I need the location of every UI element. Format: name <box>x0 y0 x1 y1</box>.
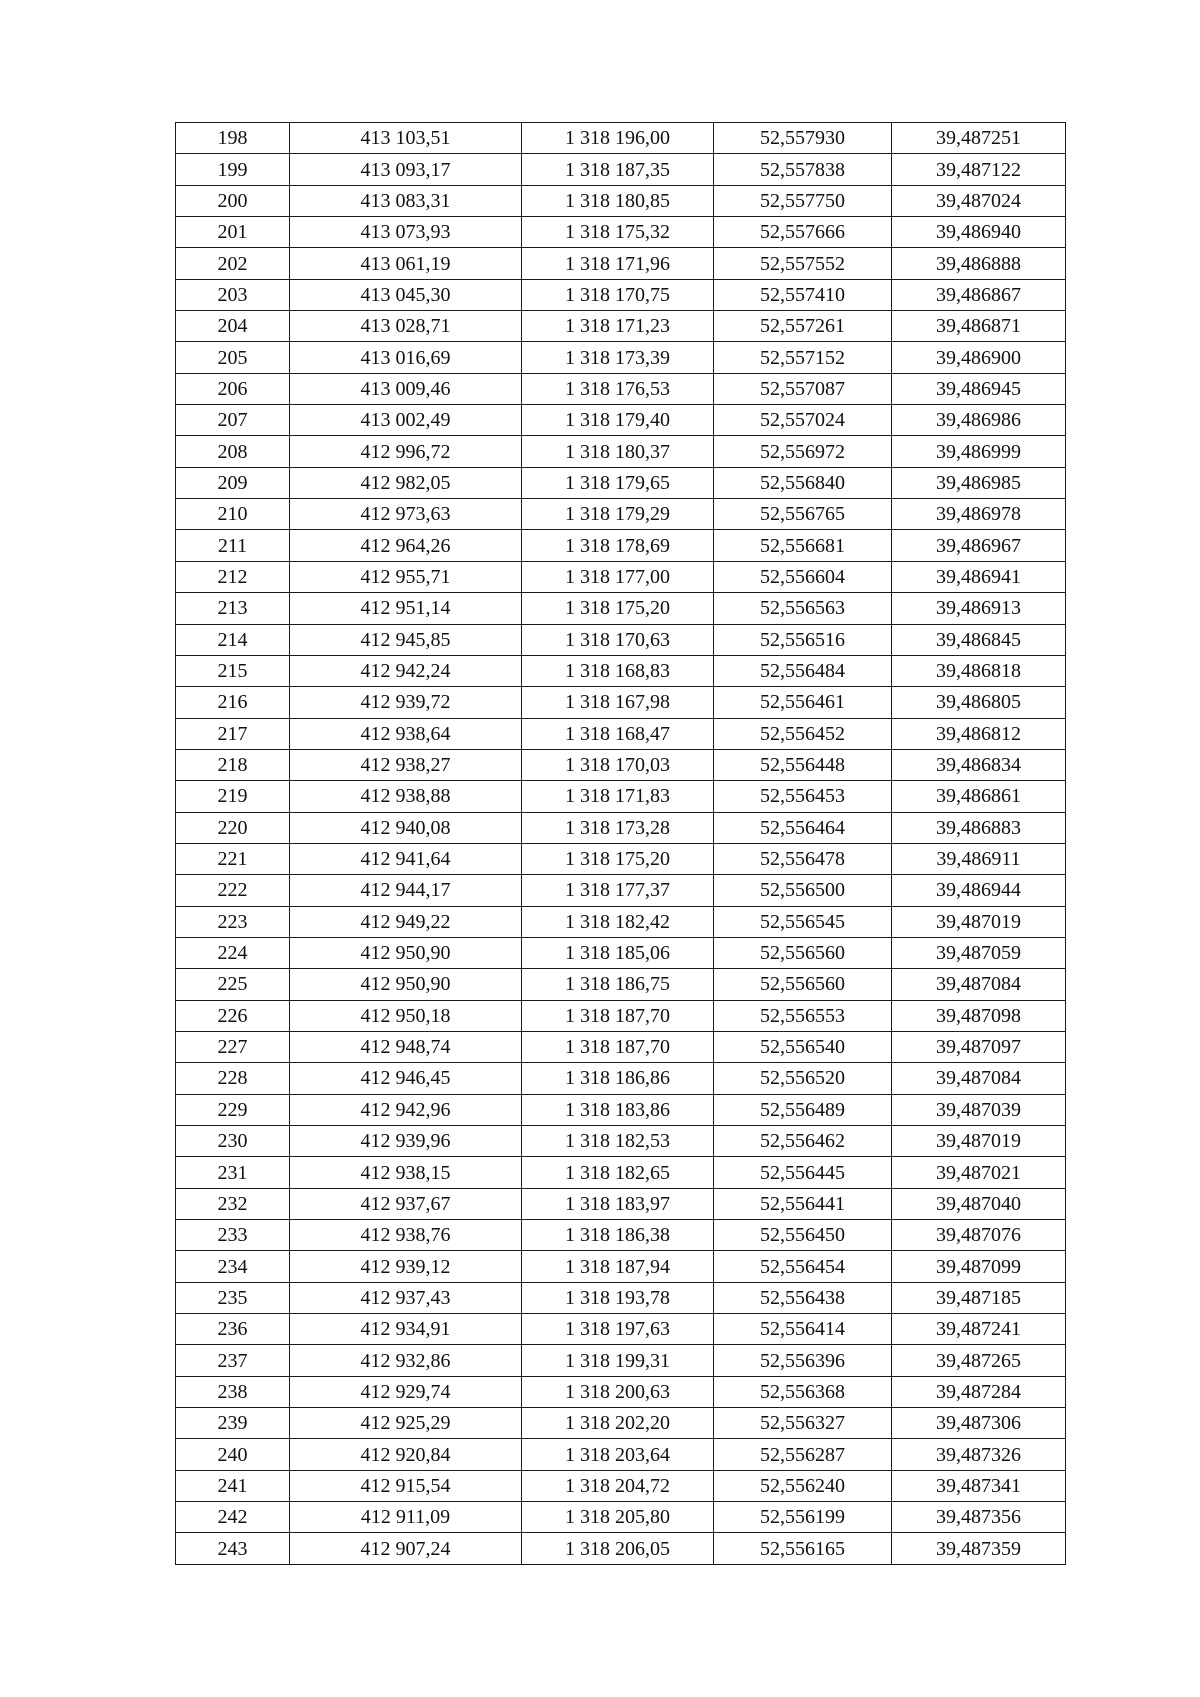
x-coordinate-cell: 412 937,43 <box>290 1282 522 1313</box>
table-row <box>176 781 1066 812</box>
latitude-cell: 52,557087 <box>714 373 892 404</box>
table-row <box>176 749 1066 780</box>
longitude-cell: 39,487326 <box>892 1439 1066 1470</box>
y-coordinate-cell: 1 318 187,35 <box>522 154 714 185</box>
point-number-cell: 235 <box>176 1282 290 1313</box>
y-coordinate-cell: 1 318 175,20 <box>522 843 714 874</box>
longitude-cell: 39,487039 <box>892 1094 1066 1125</box>
y-coordinate-cell: 1 318 170,75 <box>522 279 714 310</box>
x-coordinate-cell: 413 093,17 <box>290 154 522 185</box>
table-row <box>176 373 1066 404</box>
x-coordinate-cell: 412 911,09 <box>290 1502 522 1533</box>
x-coordinate-cell: 412 950,90 <box>290 937 522 968</box>
x-coordinate-cell: 412 907,24 <box>290 1533 522 1564</box>
point-number-cell: 225 <box>176 969 290 1000</box>
y-coordinate-cell: 1 318 193,78 <box>522 1282 714 1313</box>
latitude-cell: 52,557024 <box>714 405 892 436</box>
y-coordinate-cell: 1 318 199,31 <box>522 1345 714 1376</box>
x-coordinate-cell: 412 940,08 <box>290 812 522 843</box>
y-coordinate-cell: 1 318 177,00 <box>522 561 714 592</box>
table-row <box>176 718 1066 749</box>
latitude-cell: 52,556452 <box>714 718 892 749</box>
point-number-cell: 218 <box>176 749 290 780</box>
y-coordinate-cell: 1 318 179,65 <box>522 467 714 498</box>
y-coordinate-cell: 1 318 173,39 <box>522 342 714 373</box>
latitude-cell: 52,556765 <box>714 499 892 530</box>
latitude-cell: 52,556520 <box>714 1063 892 1094</box>
point-number-cell: 203 <box>176 279 290 310</box>
x-coordinate-cell: 412 964,26 <box>290 530 522 561</box>
y-coordinate-cell: 1 318 170,03 <box>522 749 714 780</box>
x-coordinate-cell: 412 939,72 <box>290 687 522 718</box>
table-row <box>176 1157 1066 1188</box>
latitude-cell: 52,556563 <box>714 593 892 624</box>
y-coordinate-cell: 1 318 187,70 <box>522 1000 714 1031</box>
y-coordinate-cell: 1 318 203,64 <box>522 1439 714 1470</box>
point-number-cell: 236 <box>176 1314 290 1345</box>
longitude-cell: 39,487099 <box>892 1251 1066 1282</box>
y-coordinate-cell: 1 318 206,05 <box>522 1533 714 1564</box>
latitude-cell: 52,556287 <box>714 1439 892 1470</box>
y-coordinate-cell: 1 318 171,23 <box>522 311 714 342</box>
y-coordinate-cell: 1 318 183,86 <box>522 1094 714 1125</box>
y-coordinate-cell: 1 318 176,53 <box>522 373 714 404</box>
table-row <box>176 875 1066 906</box>
point-number-cell: 216 <box>176 687 290 718</box>
latitude-cell: 52,556478 <box>714 843 892 874</box>
table-row <box>176 1188 1066 1219</box>
x-coordinate-cell: 413 009,46 <box>290 373 522 404</box>
latitude-cell: 52,556540 <box>714 1031 892 1062</box>
x-coordinate-cell: 412 949,22 <box>290 906 522 937</box>
y-coordinate-cell: 1 318 179,40 <box>522 405 714 436</box>
y-coordinate-cell: 1 318 197,63 <box>522 1314 714 1345</box>
latitude-cell: 52,556464 <box>714 812 892 843</box>
point-number-cell: 220 <box>176 812 290 843</box>
point-number-cell: 222 <box>176 875 290 906</box>
table-row <box>176 1126 1066 1157</box>
x-coordinate-cell: 412 938,27 <box>290 749 522 780</box>
latitude-cell: 52,557152 <box>714 342 892 373</box>
point-number-cell: 211 <box>176 530 290 561</box>
longitude-cell: 39,487097 <box>892 1031 1066 1062</box>
longitude-cell: 39,486845 <box>892 624 1066 655</box>
longitude-cell: 39,486861 <box>892 781 1066 812</box>
longitude-cell: 39,487241 <box>892 1314 1066 1345</box>
point-number-cell: 208 <box>176 436 290 467</box>
x-coordinate-cell: 412 929,74 <box>290 1376 522 1407</box>
table-row <box>176 1408 1066 1439</box>
y-coordinate-cell: 1 318 178,69 <box>522 530 714 561</box>
latitude-cell: 52,556840 <box>714 467 892 498</box>
latitude-cell: 52,556500 <box>714 875 892 906</box>
y-coordinate-cell: 1 318 180,37 <box>522 436 714 467</box>
x-coordinate-cell: 413 016,69 <box>290 342 522 373</box>
latitude-cell: 52,556414 <box>714 1314 892 1345</box>
table-row <box>176 1439 1066 1470</box>
point-number-cell: 207 <box>176 405 290 436</box>
y-coordinate-cell: 1 318 187,70 <box>522 1031 714 1062</box>
longitude-cell: 39,486818 <box>892 655 1066 686</box>
y-coordinate-cell: 1 318 179,29 <box>522 499 714 530</box>
table-row <box>176 279 1066 310</box>
longitude-cell: 39,487185 <box>892 1282 1066 1313</box>
latitude-cell: 52,556489 <box>714 1094 892 1125</box>
table-row <box>176 624 1066 655</box>
longitude-cell: 39,487098 <box>892 1000 1066 1031</box>
table-row <box>176 843 1066 874</box>
table-row <box>176 1000 1066 1031</box>
table-row <box>176 1470 1066 1501</box>
table-row <box>176 217 1066 248</box>
x-coordinate-cell: 412 915,54 <box>290 1470 522 1501</box>
latitude-cell: 52,556438 <box>714 1282 892 1313</box>
table-row <box>176 593 1066 624</box>
y-coordinate-cell: 1 318 185,06 <box>522 937 714 968</box>
x-coordinate-cell: 412 938,64 <box>290 718 522 749</box>
y-coordinate-cell: 1 318 196,00 <box>522 123 714 154</box>
table-row <box>176 969 1066 1000</box>
latitude-cell: 52,556560 <box>714 969 892 1000</box>
y-coordinate-cell: 1 318 175,32 <box>522 217 714 248</box>
latitude-cell: 52,556368 <box>714 1376 892 1407</box>
point-number-cell: 230 <box>176 1126 290 1157</box>
point-number-cell: 201 <box>176 217 290 248</box>
longitude-cell: 39,486999 <box>892 436 1066 467</box>
longitude-cell: 39,486986 <box>892 405 1066 436</box>
latitude-cell: 52,557552 <box>714 248 892 279</box>
longitude-cell: 39,487284 <box>892 1376 1066 1407</box>
longitude-cell: 39,487341 <box>892 1470 1066 1501</box>
x-coordinate-cell: 413 103,51 <box>290 123 522 154</box>
x-coordinate-cell: 413 073,93 <box>290 217 522 248</box>
longitude-cell: 39,487059 <box>892 937 1066 968</box>
y-coordinate-cell: 1 318 182,65 <box>522 1157 714 1188</box>
point-number-cell: 217 <box>176 718 290 749</box>
x-coordinate-cell: 412 925,29 <box>290 1408 522 1439</box>
x-coordinate-cell: 412 934,91 <box>290 1314 522 1345</box>
point-number-cell: 234 <box>176 1251 290 1282</box>
longitude-cell: 39,487359 <box>892 1533 1066 1564</box>
coordinate-table <box>175 122 1066 1565</box>
table-row <box>176 248 1066 279</box>
latitude-cell: 52,556604 <box>714 561 892 592</box>
latitude-cell: 52,556453 <box>714 781 892 812</box>
table-row <box>176 937 1066 968</box>
table-row <box>176 185 1066 216</box>
y-coordinate-cell: 1 318 180,85 <box>522 185 714 216</box>
table-row <box>176 655 1066 686</box>
table-row <box>176 1094 1066 1125</box>
point-number-cell: 209 <box>176 467 290 498</box>
table-row <box>176 530 1066 561</box>
longitude-cell: 39,487356 <box>892 1502 1066 1533</box>
latitude-cell: 52,557750 <box>714 185 892 216</box>
point-number-cell: 229 <box>176 1094 290 1125</box>
x-coordinate-cell: 412 938,15 <box>290 1157 522 1188</box>
latitude-cell: 52,557261 <box>714 311 892 342</box>
y-coordinate-cell: 1 318 170,63 <box>522 624 714 655</box>
coordinate-table-body <box>176 123 1066 1565</box>
latitude-cell: 52,556462 <box>714 1126 892 1157</box>
point-number-cell: 231 <box>176 1157 290 1188</box>
latitude-cell: 52,556560 <box>714 937 892 968</box>
longitude-cell: 39,486985 <box>892 467 1066 498</box>
longitude-cell: 39,487306 <box>892 1408 1066 1439</box>
table-row <box>176 1376 1066 1407</box>
longitude-cell: 39,486944 <box>892 875 1066 906</box>
longitude-cell: 39,487019 <box>892 906 1066 937</box>
point-number-cell: 233 <box>176 1220 290 1251</box>
latitude-cell: 52,556553 <box>714 1000 892 1031</box>
latitude-cell: 52,557838 <box>714 154 892 185</box>
latitude-cell: 52,556454 <box>714 1251 892 1282</box>
x-coordinate-cell: 412 941,64 <box>290 843 522 874</box>
longitude-cell: 39,487122 <box>892 154 1066 185</box>
table-row <box>176 561 1066 592</box>
table-row <box>176 342 1066 373</box>
y-coordinate-cell: 1 318 168,47 <box>522 718 714 749</box>
x-coordinate-cell: 412 942,24 <box>290 655 522 686</box>
x-coordinate-cell: 412 951,14 <box>290 593 522 624</box>
point-number-cell: 214 <box>176 624 290 655</box>
latitude-cell: 52,557410 <box>714 279 892 310</box>
table-row <box>176 1282 1066 1313</box>
table-row <box>176 1533 1066 1564</box>
longitude-cell: 39,487084 <box>892 969 1066 1000</box>
x-coordinate-cell: 412 932,86 <box>290 1345 522 1376</box>
y-coordinate-cell: 1 318 167,98 <box>522 687 714 718</box>
latitude-cell: 52,556165 <box>714 1533 892 1564</box>
x-coordinate-cell: 412 937,67 <box>290 1188 522 1219</box>
longitude-cell: 39,487076 <box>892 1220 1066 1251</box>
x-coordinate-cell: 412 942,96 <box>290 1094 522 1125</box>
y-coordinate-cell: 1 318 186,38 <box>522 1220 714 1251</box>
longitude-cell: 39,486945 <box>892 373 1066 404</box>
point-number-cell: 200 <box>176 185 290 216</box>
x-coordinate-cell: 413 061,19 <box>290 248 522 279</box>
point-number-cell: 206 <box>176 373 290 404</box>
point-number-cell: 198 <box>176 123 290 154</box>
table-row <box>176 499 1066 530</box>
table-row <box>176 906 1066 937</box>
table-row <box>176 1031 1066 1062</box>
x-coordinate-cell: 412 939,12 <box>290 1251 522 1282</box>
latitude-cell: 52,556445 <box>714 1157 892 1188</box>
point-number-cell: 213 <box>176 593 290 624</box>
x-coordinate-cell: 412 938,88 <box>290 781 522 812</box>
latitude-cell: 52,556545 <box>714 906 892 937</box>
latitude-cell: 52,557666 <box>714 217 892 248</box>
y-coordinate-cell: 1 318 182,53 <box>522 1126 714 1157</box>
table-row <box>176 405 1066 436</box>
point-number-cell: 215 <box>176 655 290 686</box>
x-coordinate-cell: 413 083,31 <box>290 185 522 216</box>
longitude-cell: 39,486967 <box>892 530 1066 561</box>
table-row <box>176 467 1066 498</box>
x-coordinate-cell: 413 045,30 <box>290 279 522 310</box>
table-row <box>176 154 1066 185</box>
latitude-cell: 52,556240 <box>714 1470 892 1501</box>
longitude-cell: 39,486834 <box>892 749 1066 780</box>
table-row <box>176 1502 1066 1533</box>
point-number-cell: 224 <box>176 937 290 968</box>
point-number-cell: 221 <box>176 843 290 874</box>
latitude-cell: 52,556681 <box>714 530 892 561</box>
latitude-cell: 52,556484 <box>714 655 892 686</box>
table-row <box>176 1063 1066 1094</box>
y-coordinate-cell: 1 318 182,42 <box>522 906 714 937</box>
x-coordinate-cell: 412 982,05 <box>290 467 522 498</box>
y-coordinate-cell: 1 318 175,20 <box>522 593 714 624</box>
x-coordinate-cell: 412 973,63 <box>290 499 522 530</box>
x-coordinate-cell: 412 920,84 <box>290 1439 522 1470</box>
point-number-cell: 243 <box>176 1533 290 1564</box>
latitude-cell: 52,556199 <box>714 1502 892 1533</box>
longitude-cell: 39,486805 <box>892 687 1066 718</box>
point-number-cell: 232 <box>176 1188 290 1219</box>
longitude-cell: 39,486883 <box>892 812 1066 843</box>
point-number-cell: 238 <box>176 1376 290 1407</box>
point-number-cell: 204 <box>176 311 290 342</box>
longitude-cell: 39,486900 <box>892 342 1066 373</box>
x-coordinate-cell: 412 950,18 <box>290 1000 522 1031</box>
point-number-cell: 228 <box>176 1063 290 1094</box>
point-number-cell: 227 <box>176 1031 290 1062</box>
x-coordinate-cell: 413 002,49 <box>290 405 522 436</box>
longitude-cell: 39,486978 <box>892 499 1066 530</box>
x-coordinate-cell: 412 996,72 <box>290 436 522 467</box>
table-row <box>176 311 1066 342</box>
x-coordinate-cell: 412 955,71 <box>290 561 522 592</box>
latitude-cell: 52,556972 <box>714 436 892 467</box>
y-coordinate-cell: 1 318 171,83 <box>522 781 714 812</box>
longitude-cell: 39,486812 <box>892 718 1066 749</box>
table-row <box>176 1345 1066 1376</box>
table-row <box>176 123 1066 154</box>
latitude-cell: 52,556396 <box>714 1345 892 1376</box>
latitude-cell: 52,556448 <box>714 749 892 780</box>
point-number-cell: 212 <box>176 561 290 592</box>
y-coordinate-cell: 1 318 200,63 <box>522 1376 714 1407</box>
x-coordinate-cell: 412 950,90 <box>290 969 522 1000</box>
point-number-cell: 202 <box>176 248 290 279</box>
longitude-cell: 39,487040 <box>892 1188 1066 1219</box>
longitude-cell: 39,486911 <box>892 843 1066 874</box>
longitude-cell: 39,487024 <box>892 185 1066 216</box>
latitude-cell: 52,556450 <box>714 1220 892 1251</box>
point-number-cell: 223 <box>176 906 290 937</box>
point-number-cell: 242 <box>176 1502 290 1533</box>
longitude-cell: 39,487265 <box>892 1345 1066 1376</box>
point-number-cell: 240 <box>176 1439 290 1470</box>
y-coordinate-cell: 1 318 186,86 <box>522 1063 714 1094</box>
latitude-cell: 52,557930 <box>714 123 892 154</box>
point-number-cell: 241 <box>176 1470 290 1501</box>
point-number-cell: 205 <box>176 342 290 373</box>
x-coordinate-cell: 412 946,45 <box>290 1063 522 1094</box>
point-number-cell: 237 <box>176 1345 290 1376</box>
table-row <box>176 1251 1066 1282</box>
latitude-cell: 52,556461 <box>714 687 892 718</box>
x-coordinate-cell: 412 945,85 <box>290 624 522 655</box>
x-coordinate-cell: 412 944,17 <box>290 875 522 906</box>
longitude-cell: 39,487021 <box>892 1157 1066 1188</box>
x-coordinate-cell: 412 939,96 <box>290 1126 522 1157</box>
table-row <box>176 436 1066 467</box>
y-coordinate-cell: 1 318 168,83 <box>522 655 714 686</box>
table-row <box>176 1220 1066 1251</box>
table-row <box>176 1314 1066 1345</box>
point-number-cell: 210 <box>176 499 290 530</box>
y-coordinate-cell: 1 318 187,94 <box>522 1251 714 1282</box>
latitude-cell: 52,556441 <box>714 1188 892 1219</box>
longitude-cell: 39,487019 <box>892 1126 1066 1157</box>
point-number-cell: 239 <box>176 1408 290 1439</box>
x-coordinate-cell: 412 948,74 <box>290 1031 522 1062</box>
x-coordinate-cell: 412 938,76 <box>290 1220 522 1251</box>
y-coordinate-cell: 1 318 177,37 <box>522 875 714 906</box>
y-coordinate-cell: 1 318 186,75 <box>522 969 714 1000</box>
longitude-cell: 39,486913 <box>892 593 1066 624</box>
point-number-cell: 199 <box>176 154 290 185</box>
longitude-cell: 39,486867 <box>892 279 1066 310</box>
y-coordinate-cell: 1 318 171,96 <box>522 248 714 279</box>
y-coordinate-cell: 1 318 173,28 <box>522 812 714 843</box>
point-number-cell: 226 <box>176 1000 290 1031</box>
table-row <box>176 812 1066 843</box>
latitude-cell: 52,556516 <box>714 624 892 655</box>
table-row <box>176 687 1066 718</box>
y-coordinate-cell: 1 318 205,80 <box>522 1502 714 1533</box>
longitude-cell: 39,487251 <box>892 123 1066 154</box>
longitude-cell: 39,487084 <box>892 1063 1066 1094</box>
point-number-cell: 219 <box>176 781 290 812</box>
y-coordinate-cell: 1 318 204,72 <box>522 1470 714 1501</box>
y-coordinate-cell: 1 318 183,97 <box>522 1188 714 1219</box>
longitude-cell: 39,486871 <box>892 311 1066 342</box>
longitude-cell: 39,486888 <box>892 248 1066 279</box>
latitude-cell: 52,556327 <box>714 1408 892 1439</box>
longitude-cell: 39,486940 <box>892 217 1066 248</box>
x-coordinate-cell: 413 028,71 <box>290 311 522 342</box>
y-coordinate-cell: 1 318 202,20 <box>522 1408 714 1439</box>
longitude-cell: 39,486941 <box>892 561 1066 592</box>
